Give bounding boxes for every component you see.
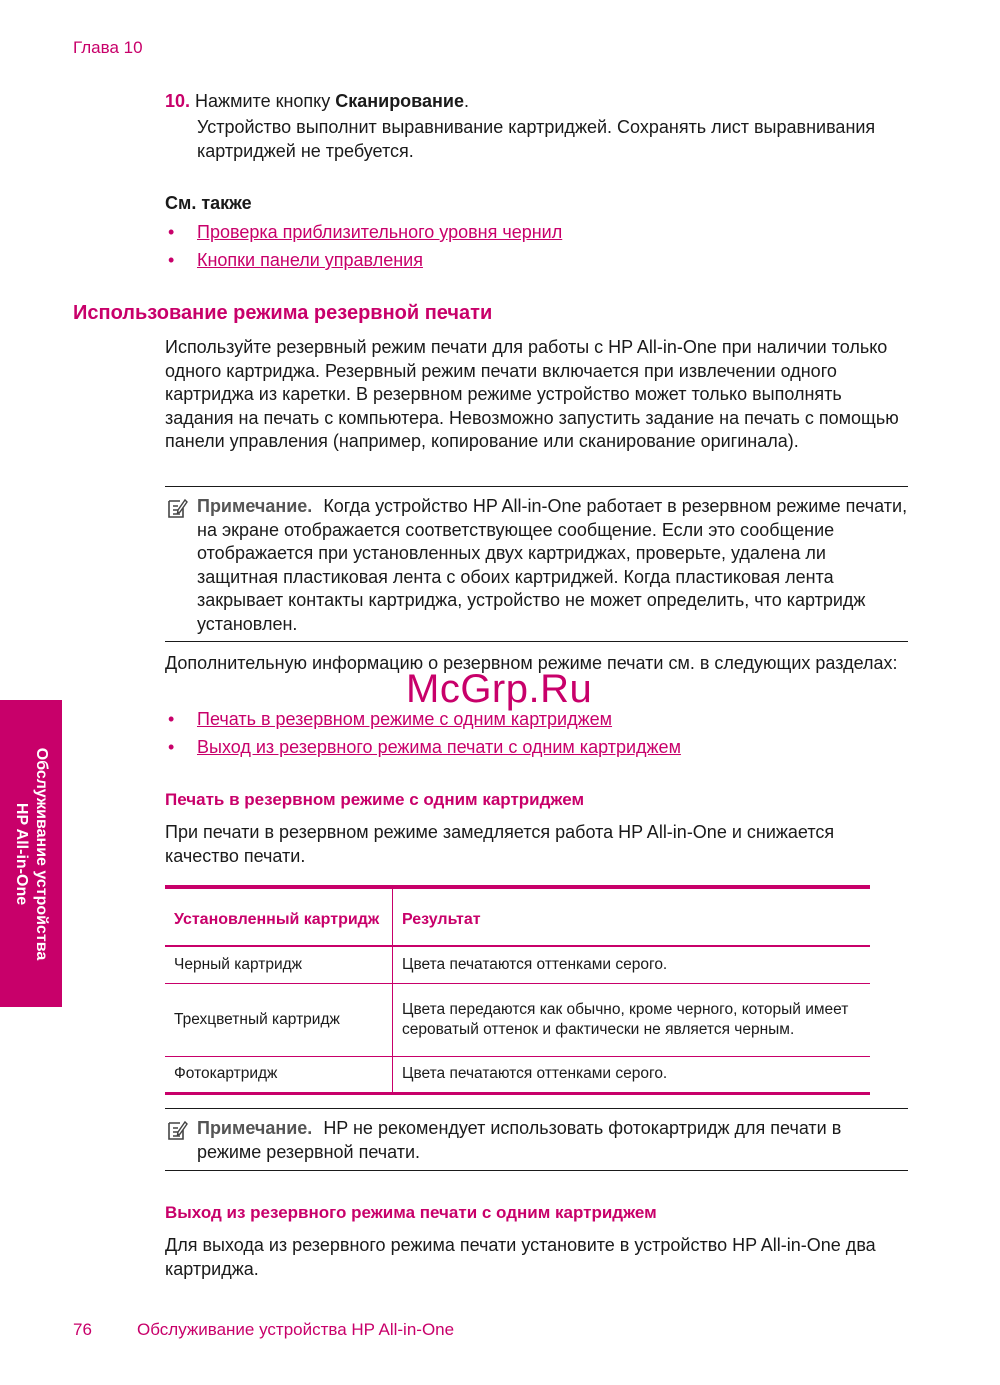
list-item (165, 733, 865, 761)
step-10 (165, 90, 925, 114)
step-text: Нажмите кнопку (195, 91, 336, 111)
chapter-side-tab (0, 700, 62, 1007)
cartridge-result-table (165, 885, 870, 1095)
table-row (165, 1056, 870, 1093)
chapter-header: Глава 10 (73, 38, 143, 57)
table-row (165, 946, 870, 983)
column-header-result: Результат (393, 887, 871, 946)
footer-title: Обслуживание устройства HP All-in-One (137, 1320, 455, 1339)
link-control-panel-buttons[interactable]: Кнопки панели управления (197, 250, 423, 270)
reserve-links-list (165, 705, 865, 761)
side-tab-line-1: Обслуживание устройства (33, 747, 50, 960)
note-body: Когда устройство HP All-in-One работает в резервном режиме печати, на экране отображается соответствующее сообщение. Если это сообщение отображается при установленных двух картриджах, проверьте, удалена ли защитная пластиковая лента с обоих картриджей. Когда пластиковая лента закрывает контакты картриджа, устройство не может определить, что картридж установлен. (197, 496, 908, 634)
table-header-row (165, 887, 870, 946)
note-icon (166, 497, 188, 524)
bullet-icon: • (168, 737, 175, 757)
cell-cartridge: Фотокартридж (165, 1056, 393, 1093)
bullet-icon: • (168, 709, 175, 729)
step-number: 10. (165, 91, 191, 111)
cell-cartridge: Трехцветный картридж (165, 983, 393, 1056)
subsection-text-print-reserve: При печати в резервном режиме замедляется работа HP All-in-One и снижается качество печати. (165, 822, 835, 866)
bullet-icon: • (168, 250, 175, 270)
more-info-text: Дополнительную информацию о резервном режиме печати см. в следующих разделах: (165, 653, 898, 673)
link-check-ink-levels[interactable]: Проверка приблизительного уровня чернил (197, 222, 563, 242)
watermark: McGrp.Ru (406, 667, 593, 711)
page-number: 76 (73, 1320, 92, 1339)
step-text-end: . (463, 91, 469, 111)
cell-result: Цвета печатаются оттенками серого. (393, 946, 871, 983)
note-text (197, 1117, 908, 1164)
table-row (165, 983, 870, 1056)
subsection-text-exit-reserve: Для выхода из резервного режима печати установите в устройство HP All-in-One два картриджа. (165, 1235, 876, 1279)
list-item (165, 246, 865, 274)
note-icon (166, 1119, 188, 1146)
column-header-cartridge: Установленный картридж (165, 887, 393, 946)
side-tab-line-2: HP All-in-One (13, 802, 30, 905)
scan-button-name: Сканирование (335, 91, 464, 111)
link-exit-reserve-mode[interactable]: Выход из резервного режима печати с одним картриджем (197, 737, 681, 757)
link-print-reserve-mode[interactable]: Печать в резервном режиме с одним картриджем (197, 709, 613, 729)
cell-result: Цвета печатаются оттенками серого. (393, 1056, 871, 1093)
note-box-photo-cartridge (165, 1108, 908, 1171)
note-box-reserve-mode (165, 486, 908, 642)
section-title: Использование режима резервной печати (73, 302, 493, 324)
see-also-list (165, 218, 865, 274)
cell-cartridge: Черный картридж (165, 946, 393, 983)
list-item (165, 218, 865, 246)
subsection-title-exit-reserve: Выход из резервного режима печати с одним картриджем (165, 1203, 657, 1222)
note-text (197, 495, 908, 637)
cell-result: Цвета передаются как обычно, кроме черного, который имеет сероватый оттенок и фактически не является черным. (393, 983, 871, 1056)
section-intro: Используйте резервный режим печати для работы с HP All-in-One при наличии только одного картриджа. Резервный режим печати включается при извлечении одного картриджа из каретки. В резервном режиме устройство может только выполнять задания на печать с компьютера. Невозможно запустить задание на печать с помощью панели управления (например, копирование или сканирование оригинала). (165, 337, 899, 452)
subsection-title-print-reserve: Печать в резервном режиме с одним картриджем (165, 790, 585, 809)
note-body: HP не рекомендует использовать фотокартридж для печати в режиме резервной печати. (197, 1118, 842, 1162)
side-tab-label (11, 747, 51, 959)
step-description: Устройство выполнит выравнивание картриджей. Сохранять лист выравнивания картриджей не требуется. (197, 117, 876, 161)
see-also-heading: См. также (165, 193, 252, 213)
bullet-icon: • (168, 222, 175, 242)
note-label: Примечание. (197, 496, 313, 516)
note-label: Примечание. (197, 1118, 313, 1138)
